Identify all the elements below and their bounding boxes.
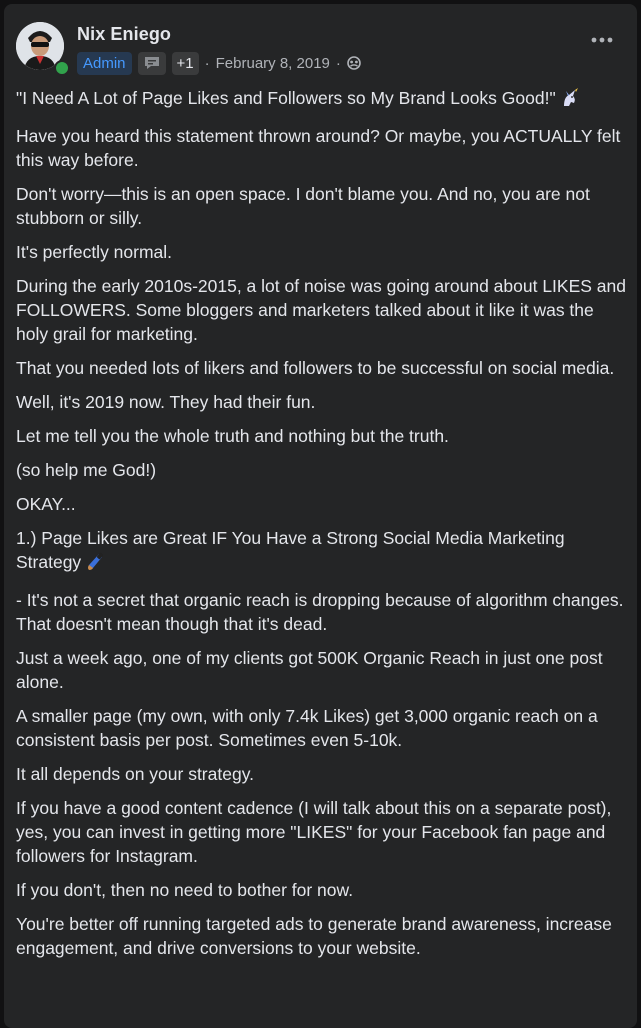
post-paragraph: Just a week ago, one of my clients got 500K Organic Reach in just one post alone. <box>16 648 603 692</box>
post-paragraph: Have you heard this statement thrown around? Or maybe, you ACTUALLY felt this way before. <box>16 126 621 170</box>
post-body <box>16 86 628 970</box>
post-paragraph <box>16 526 628 578</box>
post-paragraph: A smaller page (my own, with only 7.4k Likes) get 3,000 organic reach on a consistent basis per post. Sometimes even 5-10k. <box>16 706 598 750</box>
post-date[interactable]: February 8, 2019 <box>215 54 330 72</box>
author-name[interactable]: Nix Eniego <box>77 24 172 44</box>
post-paragraph: Well, it's 2019 now. They had their fun. <box>16 392 316 412</box>
post-paragraph: If you don't, then no need to bother for now. <box>16 880 354 900</box>
meta-separator-2: · <box>335 54 341 72</box>
more-options-icon[interactable] <box>585 28 619 52</box>
post-paragraph <box>16 86 628 114</box>
selfie-emoji-icon <box>85 552 105 578</box>
post-paragraph: During the early 2010s-2015, a lot of noise was going around about LIKES and FOLLOWERS. Some bloggers and marketers talked about it like it was the holy grail for marketing. <box>16 276 626 344</box>
more-badges-button[interactable]: +1 <box>172 52 199 75</box>
admin-badge[interactable]: Admin <box>77 52 132 75</box>
post-paragraph: - It's not a secret that organic reach is dropping because of algorithm changes. That doesn't mean though that it's dead. <box>16 590 624 634</box>
post-paragraph: If you have a good content cadence (I will talk about this on a separate post), yes, you can invest in getting more "LIKES" for your Facebook fan page and followers for Instagram. <box>16 798 612 866</box>
post-paragraph: You're better off running targeted ads to generate brand awareness, increase engagement, and drive conversions to your website. <box>16 914 612 958</box>
unicorn-emoji-icon <box>560 88 580 114</box>
post-card <box>4 4 637 1028</box>
post-paragraph: OKAY... <box>16 494 76 514</box>
group-icon[interactable] <box>347 56 361 70</box>
post-paragraph: (so help me God!) <box>16 460 157 480</box>
online-status-dot <box>54 60 70 76</box>
chat-bubble-icon[interactable] <box>138 52 166 75</box>
post-paragraph: Don't worry—this is an open space. I don't blame you. And no, you are not stubborn or silly. <box>16 184 590 228</box>
post-header <box>16 18 625 78</box>
post-paragraph: Let me tell you the whole truth and nothing but the truth. <box>16 426 449 446</box>
post-paragraph-text: 1.) Page Likes are Great IF You Have a Strong Social Media Marketing Strategy <box>16 528 565 572</box>
post-paragraph: It all depends on your strategy. <box>16 764 255 784</box>
post-meta-row <box>77 51 361 75</box>
post-paragraph: It's perfectly normal. <box>16 242 173 262</box>
meta-separator: · <box>204 54 210 72</box>
post-paragraph-text: "I Need A Lot of Page Likes and Followers so My Brand Looks Good!" <box>16 88 556 108</box>
post-paragraph: That you needed lots of likers and followers to be successful on social media. <box>16 358 615 378</box>
